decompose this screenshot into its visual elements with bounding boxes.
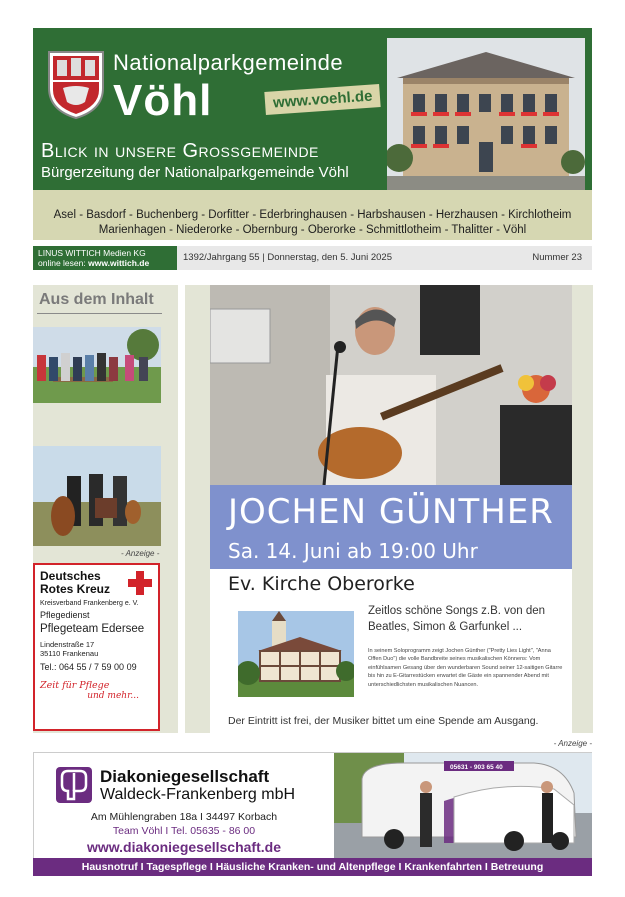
drk-pflegedienst: Pflegedienst	[40, 610, 90, 620]
drk-phone: Tel.: 064 55 / 7 59 00 09	[40, 662, 137, 672]
masthead-subtitle: Blick in unsere Grossgemeinde	[41, 140, 319, 162]
group-photo[interactable]	[33, 327, 161, 403]
drk-slogan-line2: und mehr...	[87, 691, 139, 701]
diakonie-ad[interactable]	[33, 752, 592, 860]
masthead	[33, 28, 592, 190]
publisher-online	[38, 258, 172, 268]
village-list-line1: Asel - Basdorf - Buchenberg - Dorfitter - Ederbringhausen - Harbshausen - Herzhausen - Kirchlotheim	[53, 209, 572, 221]
masthead-title-line1: Nationalparkgemeinde	[113, 50, 344, 75]
drk-city: 35110 Frankenau	[40, 649, 99, 658]
issue-date: 1392/Jahrgang 55 | Donnerstag, den 5. Juni 2025	[183, 252, 392, 263]
issue-info-bar	[33, 246, 592, 270]
diakonie-address: Am Mühlengraben 18a I 34497 Korbach	[90, 811, 278, 823]
town-hall-photo	[387, 38, 585, 190]
masthead-title-line2: Vöhl	[113, 76, 213, 125]
drk-ad[interactable]	[33, 563, 160, 731]
divider	[37, 313, 162, 314]
website-badge[interactable]: www.voehl.de	[264, 84, 381, 115]
artist-band	[210, 485, 572, 569]
artist-name: JOCHEN GÜNTHER	[228, 492, 554, 532]
drk-street: Lindenstraße 17	[40, 640, 95, 649]
publisher-name: LINUS WITTICH Medien KG	[38, 248, 146, 258]
drk-kreisverband: Kreisverband Frankenberg e. V.	[40, 600, 139, 607]
publisher-link[interactable]: www.wittich.de	[88, 258, 150, 268]
concert-venue: Ev. Kirche Oberorke	[228, 573, 415, 595]
church-photo	[238, 611, 354, 697]
admission-note: Der Eintritt ist frei, der Musiker bittet um eine Spende am Ausgang.	[228, 715, 539, 727]
diakonie-subname: Waldeck-Frankenberg mbH	[100, 786, 296, 803]
contents-sidebar	[33, 285, 168, 733]
musician-photo	[210, 285, 572, 485]
contents-title: Aus dem Inhalt	[39, 291, 154, 308]
publisher-online-label: online lesen:	[38, 258, 89, 268]
services-bar: Hausnotruf I Tagespflege I Häusliche Kranken- und Altenpflege I Krankenfahrten I Betreuung	[33, 858, 592, 876]
ad-label: - Anzeige -	[553, 739, 592, 748]
village-list	[33, 190, 592, 240]
drk-slogan-line1: Zeit für Pflege	[40, 680, 110, 691]
diakonie-team: Team Vöhl I Tel. 05635 - 86 00	[112, 825, 256, 837]
diakonie-name: Diakoniegesellschaft	[100, 767, 270, 786]
musicians-photo[interactable]	[33, 446, 161, 546]
poster-tagline: Zeitlos schöne Songs z.B. von den Beatles, Simon & Garfunkel ...	[368, 605, 546, 633]
diakonie-logo-icon	[56, 767, 92, 803]
sidebar-strip	[168, 285, 178, 733]
concert-date: Sa. 14. Juni ab 19:00 Uhr	[228, 539, 478, 563]
drk-name-line1: Deutsches	[40, 569, 101, 583]
red-cross-icon	[128, 571, 152, 595]
drk-address	[40, 640, 153, 658]
drk-name-line2: Rotes Kreuz	[40, 582, 111, 596]
diakonie-website[interactable]: www.diakoniegesellschaft.de	[87, 839, 281, 855]
municipal-crest-icon	[45, 48, 107, 120]
concert-poster[interactable]	[210, 285, 572, 733]
care-vans-photo	[334, 753, 592, 859]
poster-description: In seinem Soloprogramm zeigt Jochen Günther ("Pretty Lies Light", "Anna Offen Duo") die volle Bandbreite seines musikalischen Könnens: Vom einfühlsamen Gesang über den wunderbaren Sound seiner 12-saitigen Gitarre bis hin zu E-Gitarrestücken erwartet die Gäste ein spannender Abend mit unterschiedlichsten musikalischen Nuancen.	[368, 648, 563, 688]
masthead-tagline: Bürgerzeitung der Nationalparkgemeinde Vöhl	[41, 164, 349, 181]
van-phone: 05631 - 903 65 40	[450, 764, 503, 771]
issue-number: Nummer 23	[532, 252, 582, 263]
publisher-box	[33, 246, 177, 270]
drk-pflegeteam: Pflegeteam Edersee	[40, 623, 145, 635]
ad-label: - Anzeige -	[121, 549, 160, 558]
village-list-line2: Marienhagen - Niederorke - Obernburg - Oberorke - Schmittlotheim - Thalitter - Vöhl	[98, 224, 527, 236]
